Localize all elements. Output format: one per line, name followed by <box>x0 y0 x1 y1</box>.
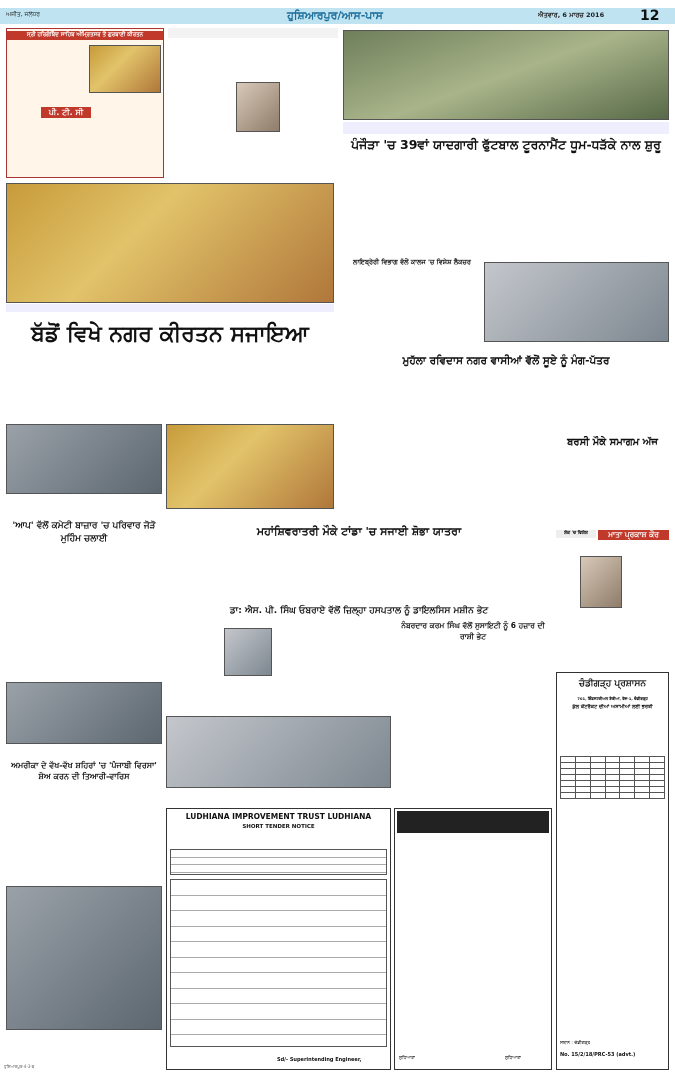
library-photo-caption <box>484 343 669 350</box>
group-photo-caption <box>6 745 162 755</box>
chandigarh-table <box>560 756 665 804</box>
library-article <box>343 278 481 348</box>
top-center-article-2 <box>288 40 340 180</box>
chandigarh-title: ਚੰਡੀਗੜ੍ਹ ਪ੍ਰਸ਼ਾਸਨ <box>579 679 646 689</box>
football-team-photo <box>343 30 669 120</box>
ravidas-article <box>343 372 553 524</box>
tender-table-1 <box>170 849 387 875</box>
tender-signature: Sd/- Superintending Engineer, <box>277 1057 362 1063</box>
tender-title: LUDHIANA IMPROVEMENT TRUST LUDHIANA <box>185 812 372 821</box>
tender-table-2 <box>170 879 387 1047</box>
america-headline: ਅਮਰੀਕਾ ਦੇ ਵੱਖ-ਵੱਖ ਸ਼ਹਿਰਾਂ 'ਚ 'ਪੰਜਾਬੀ ਵਿਰਸਾ' ਸ਼ੋਅ ਕਰਨ ਦੀ ਤਿਆਰੀ-ਵਾਰਿਸ <box>11 761 157 781</box>
tender-intro <box>170 833 387 847</box>
kirtan-procession-photo <box>6 183 334 303</box>
mata-headline: ਮਾਤਾ ਪ੍ਰਕਾਸ਼ ਕੌਰ <box>598 530 669 540</box>
ravidas-article-2 <box>556 372 669 430</box>
nambardar-article <box>394 648 552 798</box>
chandigarh-place: ਸਥਾਨ : ਚੰਡੀਗੜ੍ਹ <box>560 1041 591 1046</box>
ad-body <box>398 837 548 1047</box>
table-row <box>561 793 665 799</box>
aap-team-caption <box>6 495 162 502</box>
chandigarh-ref: No. 15/2/18/PRC-53 (advt.) <box>560 1052 636 1058</box>
kirtan-headline: ਬੱਡੋਂ ਵਿਖੇ ਨਗਰ ਕੀਰਤਨ ਸਜਾਇਆ <box>31 322 309 347</box>
ad-banner <box>397 811 549 833</box>
aap-headline: 'ਆਪ' ਵੱਲੋਂ ਕਮੇਟੀ ਬਾਜ਼ਾਰ 'ਚ ਪਰਿਵਾਰ ਜੋੜੋ ਮੁਹਿੰਮ ਚਲਾਈ <box>12 521 156 544</box>
masthead <box>0 8 675 24</box>
masthead-section-title: ਹੁਸ਼ਿਆਰਪੁਰ/ਆਸ-ਪਾਸ <box>287 9 383 22</box>
dr-oberoi-machine-photo <box>224 628 272 676</box>
mata-tag: ਸ਼ੋਕ 'ਚ ਵਿਸ਼ੇਸ਼ <box>556 530 596 538</box>
library-headline: ਲਾਇਬ੍ਰੇਰੀ ਵਿਭਾਗ ਵੱਲੋਂ ਕਾਲਜ 'ਚ ਵਿਸ਼ੇਸ਼ ਲੈਕਚਰ <box>353 258 471 266</box>
nambardar-headline: ਨੰਬਰਦਾਰ ਕਰਮ ਸਿੰਘ ਵੱਲੋਂ ਸੁਸਾਇਟੀ ਨੂੰ 6 ਹਜ਼ਾਰ ਦੀ ਰਾਸ਼ੀ ਭੇਟ <box>401 621 545 641</box>
bottom-right-ad <box>394 808 552 1070</box>
kirtan-photo-caption <box>6 304 334 312</box>
kirtan-article <box>6 354 334 420</box>
football-photo-caption <box>343 122 669 134</box>
ptc-ad-body <box>10 123 160 175</box>
chandigarh-body-2 <box>560 808 665 1038</box>
bottom-left-caption <box>6 1032 162 1062</box>
page-number: 12 <box>640 8 660 24</box>
aap-team-photo <box>6 424 162 494</box>
group-photo-lower-left <box>6 682 162 744</box>
ptc-ad-text <box>10 45 85 95</box>
chandigarh-body <box>560 716 665 752</box>
barsi-headline: ਬਰਸੀ ਮੌਕੇ ਸਮਾਗਮ ਅੱਜ <box>567 437 658 448</box>
chandigarh-office: 701, ਇੰਡਸਟਰੀਅਲ ਏਰੀਆ, ਫੇਜ਼-1, ਚੰਡੀਗੜ੍ਹ <box>577 696 648 701</box>
tender-notice <box>166 808 391 1070</box>
barsi-article <box>556 452 669 524</box>
hospital-ceremony-photo <box>166 716 391 788</box>
hospital-photo-caption <box>166 789 391 805</box>
masthead-date: ਐਤਵਾਰ, 6 ਮਾਰਚ 2016 <box>538 11 605 19</box>
masthead-left: ਅਜੀਤ, ਜਲੰਧਰ <box>6 11 41 18</box>
shivratri-headline: ਮਹਾਂਸ਼ਿਵਰਾਤਰੀ ਮੌਕੇ ਟਾਂਡਾ 'ਚ ਸਜਾਈ ਸ਼ੋਭਾ ਯਾਤਰਾ <box>256 525 462 538</box>
top-center-headline <box>168 28 338 38</box>
tender-subtitle: SHORT TENDER NOTICE <box>242 824 315 830</box>
dr-oberoi-article <box>166 622 391 712</box>
ptc-ad <box>6 28 164 178</box>
ad-footer-right: ਲੁਧਿਆਣਾ <box>505 1056 522 1061</box>
ptc-label: ਪੀ. ਟੀ. ਸੀ <box>41 107 91 118</box>
mata-article-2 <box>620 544 669 664</box>
footer-strip: ਹੁਸ਼ਿਆਰਪੁਰ-4-3-ਬ <box>4 1064 35 1069</box>
football-article <box>343 158 669 256</box>
mata-portrait <box>580 556 622 608</box>
shivratri-procession-photo <box>166 424 334 509</box>
shivratri-article-2 <box>335 544 552 604</box>
america-article <box>6 786 162 881</box>
portrait-photo <box>236 82 280 132</box>
golden-temple-photo <box>89 45 161 93</box>
library-photo <box>484 262 669 342</box>
shivratri-photo-caption <box>166 510 334 517</box>
ravidas-headline: ਮੁਹੱਲਾ ਰਵਿਦਾਸ ਨਗਰ ਵਾਸੀਆਂ ਵੱਲੋਂ ਸੂਏ ਨੂੰ ਮੰਗ-ਪੱਤਰ <box>402 355 610 367</box>
chandigarh-table-grid <box>560 756 665 799</box>
ad-footer-left: ਲੁਧਿਆਣਾ <box>399 1056 416 1061</box>
ptc-ad-title: ਸ੍ਰੀ ਹਰਿਗੋਬਿੰਦ ਸਾਹਿਬ ਅੰਮ੍ਰਿਤਸਰ ਤੋਂ ਗੁਰਬਾਣੀ ਕੀਰਤਨ <box>7 31 163 40</box>
aap-article <box>6 550 162 680</box>
dr-oberoi-headline: ਡਾ: ਐਸ. ਪੀ. ਸਿੰਘ ਓਬਰਾਏ ਵੱਲੋਂ ਜ਼ਿਲ੍ਹਾ ਹਸਪਤਾਲ ਨੂੰ ਡਾਇਲਸਿਸ ਮਸ਼ੀਨ ਭੇਟ <box>229 606 489 616</box>
chandigarh-subtitle: ਕੁੱਲ ਕੌਂਟਰੈਕਟ ਦੀਆਂ ਅਸਾਮੀਆਂ ਲਈ ਭਰਤੀ <box>572 704 653 710</box>
football-headline: ਪੰਜੌੜਾ 'ਚ 39ਵਾਂ ਯਾਦਗਾਰੀ ਫੁੱਟਬਾਲ ਟੂਰਨਾਮੈਂਟ ਧੂਮ-ਧੜੱਕੇ ਨਾਲ ਸ਼ੁਰੂ <box>351 137 661 152</box>
bottom-left-photo <box>6 886 162 1030</box>
